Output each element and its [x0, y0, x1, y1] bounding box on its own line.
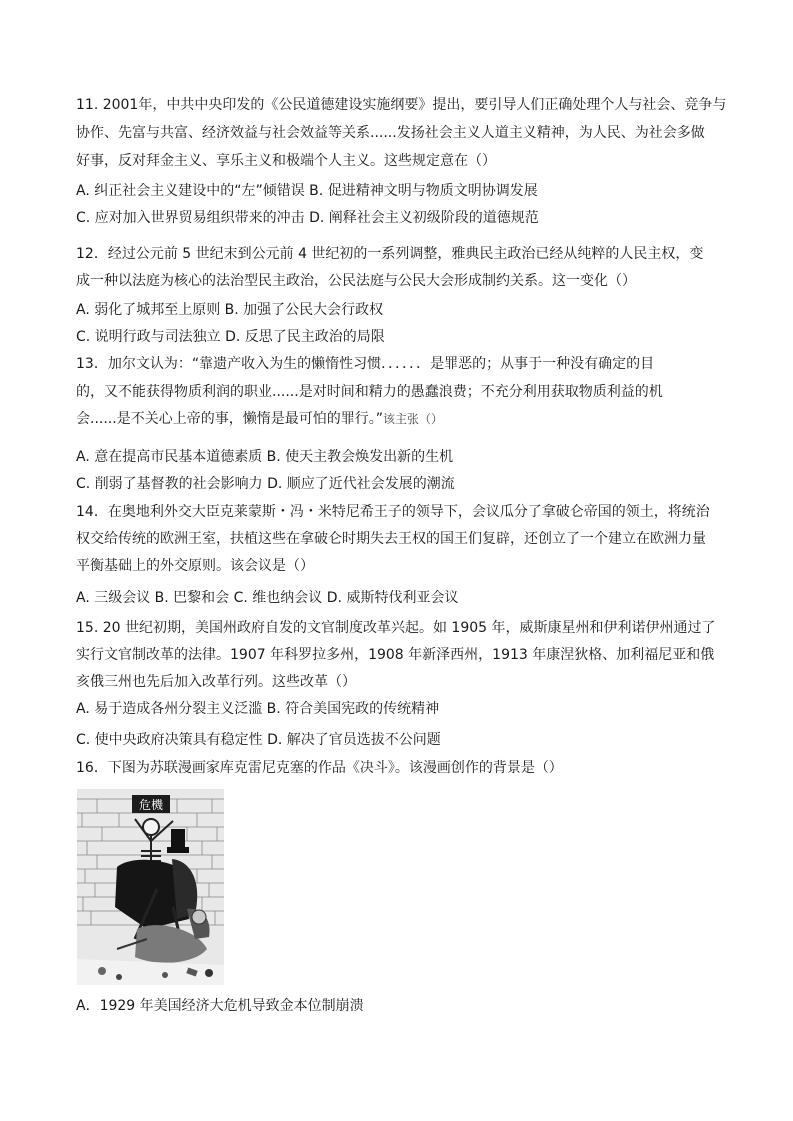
q11-option-cd: C. 应对加入世界贸易组织带来的冲击 D. 阐释社会主义初级阶段的道德规范 [76, 210, 539, 226]
q13-stem-tail: 该主张（） [382, 412, 443, 426]
q13-stem-text: 会......是不关心上帝的事，懒惰是最可怕的罪行。” [76, 411, 383, 427]
q11-stem-line-3: 好事，反对拜金主义、享乐主义和极端个人主义。这些规定意在（） [76, 153, 496, 169]
q14-stem-line-1: 14．在奥地利外交大臣克莱蒙斯・冯・米特尼希王子的领导下，会议瓜分了拿破仑帝国的领土，将统治 [76, 504, 710, 520]
q15-stem-line-3: 亥俄三州也先后加入改革行列。这些改革（） [76, 674, 356, 690]
q12-option-ab: A. 弱化了城邦至上原则 B. 加强了公民大会行政权 [76, 302, 384, 318]
crisis-sign-text: 危機 [138, 798, 164, 812]
q13-option-cd: C. 削弱了基督教的社会影响力 D. 顺应了近代社会发展的潮流 [76, 476, 455, 492]
q15-option-ab: A. 易于造成各州分裂主义泛滥 B. 符合美国宪政的传统精神 [76, 701, 440, 717]
q12-stem-line-1: 12．经过公元前 5 世纪末到公元前 4 世纪初的一系列调整，雅典民主政治已经从纯粹的人民主权，变 [76, 246, 704, 262]
q14-options: A. 三级会议 B. 巴黎和会 C. 维也纳会议 D. 威斯特伐利亚会议 [76, 590, 459, 606]
q13-stem-line-3 [76, 410, 443, 428]
q11-option-ab: A. 纠正社会主义建设中的“左”倾错误 B. 促进精神文明与物质文明协调发展 [76, 183, 538, 199]
q14-stem-line-2: 权交给传统的欧洲王室，扶植这些在拿破仑时期失去王权的国王们复辟，还创立了一个建立在欧洲力量 [76, 531, 706, 547]
q13-stem-line-2: 的，又不能获得物质利润的职业......是对时间和精力的愚蠢浪费；不充分利用获取物质利益的机 [76, 384, 663, 400]
duel-cartoon-image [77, 789, 224, 985]
q11-stem-line-1: 11. 2001年，中共中央印发的《公民道德建设实施纲要》提出，要引导人们正确处理个人与社会、竞争与 [76, 97, 727, 113]
q12-stem-line-2: 成一种以法庭为核心的法治型民主政治，公民法庭与公民大会形成制约关系。这一变化（） [76, 273, 636, 289]
q13-stem-line-1: 13．加尔文认为：“靠遗产收入为生的懒惰性习惯．．．．．．是罪恶的；从事于一种没有确定的目 [76, 356, 655, 372]
q14-stem-line-3: 平衡基础上的外交原则。该会议是（） [76, 558, 314, 574]
q15-option-cd: C. 使中央政府决策具有稳定性 D. 解决了官员选拔不公问题 [76, 732, 441, 748]
q15-stem-line-2: 实行文官制改革的法律。1907 年科罗拉多州，1908 年新泽西州，1913 年康涅狄格、加利福尼亚和俄 [76, 647, 715, 663]
q12-option-cd: C. 说明行政与司法独立 D. 反思了民主政治的局限 [76, 329, 385, 345]
q15-stem-line-1: 15. 20 世纪初期，美国州政府自发的文官制度改革兴起。如 1905 年，威斯康星州和伊利诺伊州通过了 [76, 620, 716, 636]
q13-option-ab: A. 意在提高市民基本道德素质 B. 使天主教会焕发出新的生机 [76, 449, 454, 465]
q16-option-a: A．1929 年美国经济大危机导致金本位制崩溃 [76, 998, 364, 1014]
q16-stem-line-1: 16．下图为苏联漫画家库克雷尼克塞的作品《决斗》。该漫画创作的背景是（） [76, 760, 563, 776]
q11-stem-line-2: 协作、先富与共富、经济效益与社会效益等关系......发扬社会主义人道主义精神，为人民、为社会多做 [76, 125, 705, 141]
